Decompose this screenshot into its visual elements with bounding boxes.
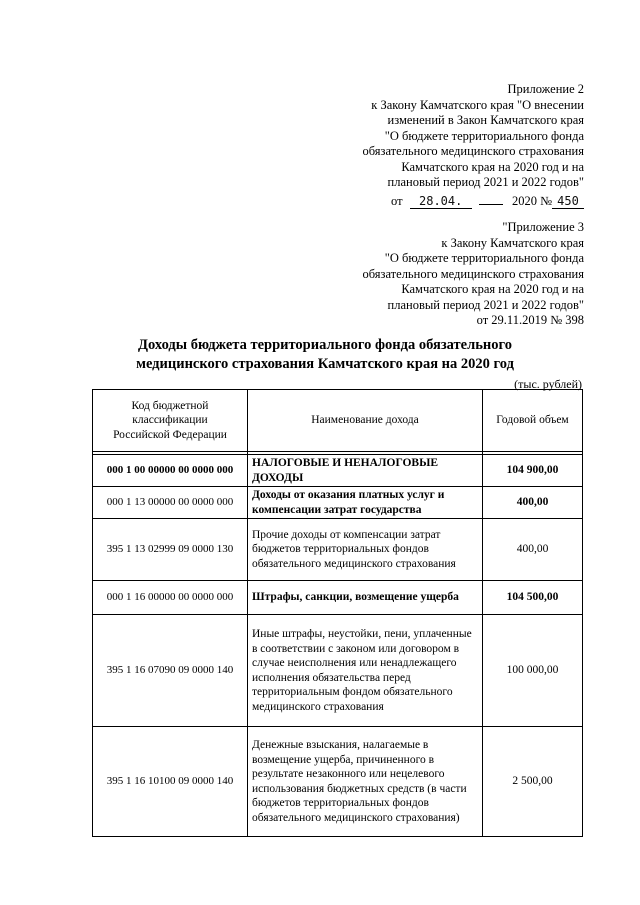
from-label: от — [391, 193, 403, 208]
appendix-3-line: обязательного медицинского страхования — [362, 266, 584, 281]
appendix-2-header — [362, 82, 584, 209]
appendix-3-line: плановый период 2021 и 2022 годов" — [387, 297, 584, 312]
appendix-3-line: "О бюджете территориального фонда — [384, 251, 584, 265]
document-title — [60, 336, 590, 374]
appendix-3-line: "Приложение 3 — [502, 220, 584, 234]
row-name: Доходы от оказания платных услуг и компенсации затрат государства — [248, 487, 483, 519]
row-name: Иные штрафы, неустойки, пени, уплаченные в соответствии с законом или договором в случае неисполнения или ненадлежащего исполнения обязательства перед территориальным фондом обязательного медицинского страхования — [248, 615, 483, 727]
appendix-3-line: от 29.11.2019 № 398 — [476, 313, 584, 327]
row-amount: 2 500,00 — [483, 727, 583, 837]
number-label: № — [540, 193, 552, 208]
appendix-2-date-line — [362, 194, 584, 210]
appendix-2-line: Приложение 2 — [507, 82, 584, 96]
title-line: Доходы бюджета территориального фонда обязательного — [138, 337, 512, 353]
table-row — [93, 727, 583, 837]
row-code: 000 1 00 00000 00 0000 000 — [93, 455, 248, 487]
row-amount: 400,00 — [483, 487, 583, 519]
row-code: 395 1 13 02999 09 0000 130 — [93, 519, 248, 581]
appendix-2-line: "О бюджете территориального фонда — [384, 128, 584, 143]
appendix-3-header — [362, 220, 584, 329]
row-name: НАЛОГОВЫЕ И НЕНАЛОГОВЫЕ ДОХОДЫ — [248, 455, 483, 487]
appendix-2-line: изменений в Закон Камчатского края — [387, 113, 584, 127]
units-label: (тыс. рублей) — [514, 377, 582, 391]
handwritten-number: 450 — [552, 195, 584, 209]
appendix-2-line: обязательного медицинского страхования — [362, 144, 584, 158]
appendix-3-line: к Закону Камчатского края — [441, 235, 584, 250]
appendix-2-line: к Закону Камчатского края "О внесении — [371, 97, 584, 112]
year-label: 2020 — [511, 193, 537, 208]
table-header-row — [93, 390, 583, 452]
appendix-3-line: Камчатского края на 2020 год и на — [401, 282, 584, 296]
handwritten-date: 28.04. — [410, 195, 472, 209]
header-name: Наименование дохода — [248, 390, 483, 452]
row-name: Денежные взыскания, налагаемые в возмещение ущерба, причиненного в результате незаконного или нецелевого использования бюджетных средств (в части бюджетов территориальных фондов обязательного медицинского страхования) — [248, 727, 483, 837]
appendix-2-line: Камчатского края на 2020 год и на — [401, 159, 584, 174]
row-code: 000 1 13 00000 00 0000 000 — [93, 487, 248, 519]
row-name: Прочие доходы от компенсации затрат бюджетов территориальных фондов обязательного медицинского страхования — [248, 519, 483, 581]
row-name: Штрафы, санкции, возмещение ущерба — [248, 581, 483, 615]
row-code: 395 1 16 10100 09 0000 140 — [93, 727, 248, 837]
table-row — [93, 487, 583, 519]
row-amount: 400,00 — [483, 519, 583, 581]
row-code: 000 1 16 00000 00 0000 000 — [93, 581, 248, 615]
table-row — [93, 581, 583, 615]
row-code: 395 1 16 07090 09 0000 140 — [93, 615, 248, 727]
table-row — [93, 455, 583, 487]
row-amount: 104 900,00 — [483, 455, 583, 487]
table-row — [93, 615, 583, 727]
header-code: Код бюджетной классификации Российской Федерации — [93, 390, 248, 452]
appendix-2-line: плановый период 2021 и 2022 годов" — [387, 175, 584, 189]
header-amount: Годовой объем — [483, 390, 583, 452]
date-underline — [479, 204, 503, 205]
revenue-table — [92, 389, 583, 837]
row-amount: 100 000,00 — [483, 615, 583, 727]
title-line: медицинского страхования Камчатского края на 2020 год — [136, 356, 514, 372]
row-amount: 104 500,00 — [483, 581, 583, 615]
table-row — [93, 519, 583, 581]
